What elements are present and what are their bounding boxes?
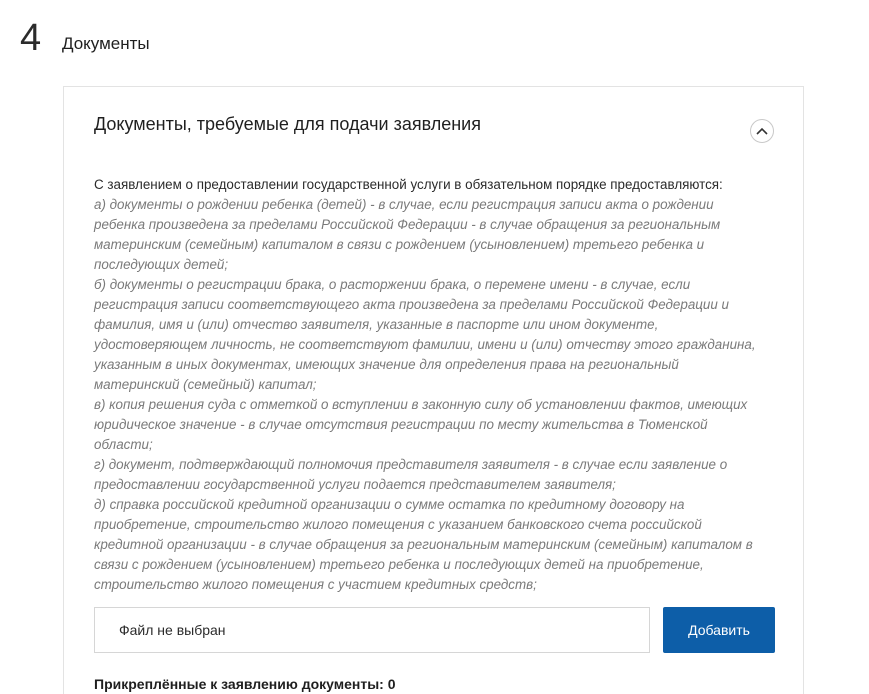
step-title: Документы [62,34,150,53]
documents-intro: С заявлением о предоставлении государственной услуги в обязательном порядке предоставляются: [94,177,723,192]
attached-documents-count: Прикреплённые к заявлению документы: 0 [94,676,396,692]
documents-description [94,175,764,595]
document-item-d: г) документ, подтверждающий полномочия представителя заявителя - в случае если заявление о предоставлении государственной услуги подается представителем заявителя; [94,457,728,492]
collapse-button[interactable] [750,119,774,143]
add-file-button[interactable]: Добавить [663,607,775,653]
card-title: Документы, требуемые для подачи заявления [94,114,481,134]
chevron-up-icon [756,127,768,135]
document-item-a: а) документы о рождении ребенка (детей) - в случае, если регистрация записи акта о рождении ребенка произведена за пределами Российской Федерации - в случае обращения за региональным материнским (семейным) капиталом в связи с рождением (усыновлением) третьего ребенка и последующих детей; [94,197,721,272]
document-item-e: д) справка российской кредитной организации о сумме остатка по кредитному договору на приобретение, строительство жилого помещения с указанием банковского счета российской кредитной организации - в случае обращения за региональным материнским (семейным) капиталом в связи с рождением (усыновлением) третьего ребенка и последующих детей на приобретение, строительство жилого помещения с участием кредитных средств; [94,497,753,592]
file-status-text: Файл не выбран [119,622,226,638]
documents-card [63,86,804,694]
document-item-b: б) документы о регистрации брака, о расторжении брака, о перемене имени - в случае, если регистрация записи соответствующего акта произведена за пределами Российской Федерации и фамилия, имя и (или) отчество заявителя, указанные в паспорте или ином документе, удостоверяющем личность, не соответствуют фамилии, имени и (или) отчеству этого гражданина, указанным в иных документах, имеющих значение для определения права на региональный материнский (семейный) капитал; [94,277,756,392]
document-item-c: в) копия решения суда с отметкой о вступлении в законную силу об установлении фактов, имеющих юридическое значение - в случае отсутствия регистрации по месту жительства в Тюменской области; [94,397,748,452]
step-number: 4 [20,17,42,59]
file-input[interactable] [94,607,650,653]
